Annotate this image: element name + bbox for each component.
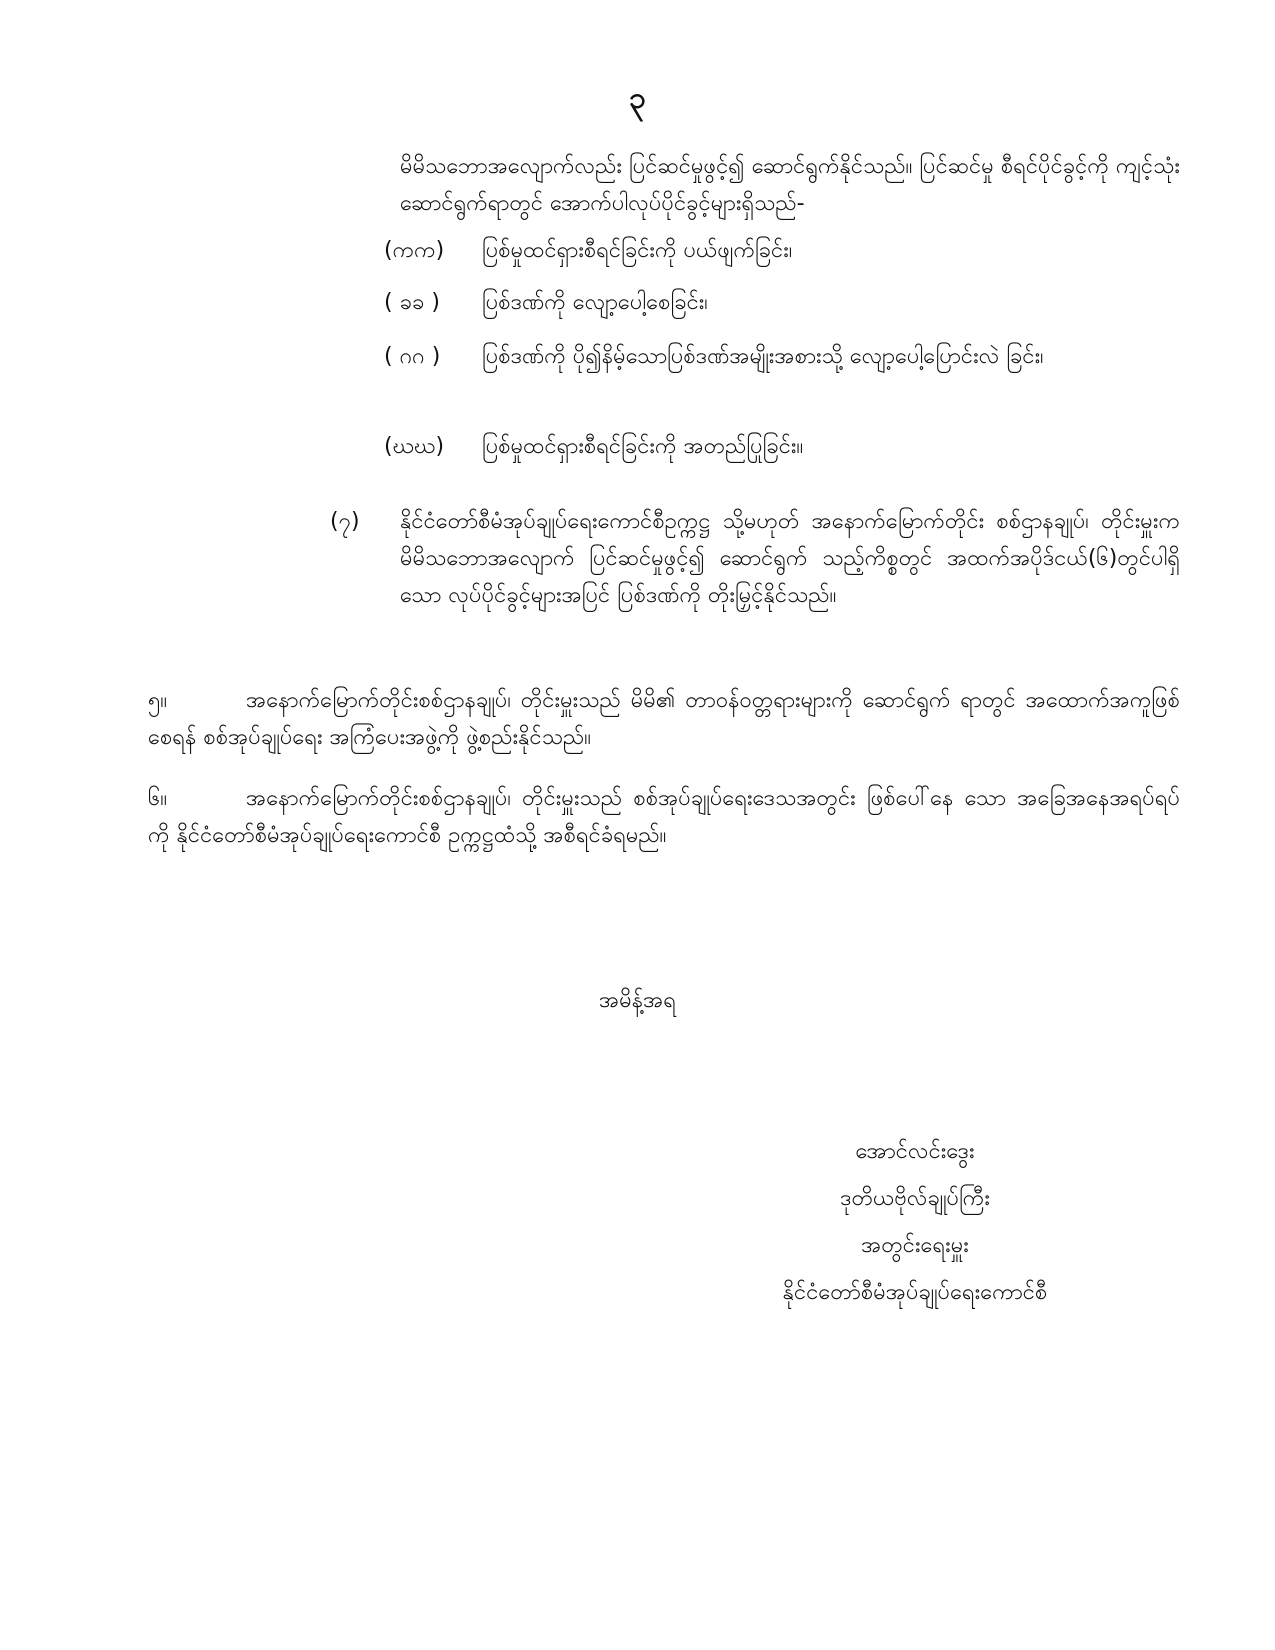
sub-item-text: ပြစ်ဒဏ်ကို ပို၍နိမ့်သောပြစ်ဒဏ်အမျိုးအစားသို့ လျော့ပေါ့ပြောင်းလဲ ခြင်း၊ bbox=[482, 344, 1044, 369]
signatory-name: အောင်လင်းဒွေး bbox=[855, 1139, 975, 1164]
sub-item bbox=[384, 284, 1184, 324]
sub-item-text: ပြစ်ဒဏ်ကို လျော့ပေါ့စေခြင်း၊ bbox=[482, 290, 708, 315]
signature-block bbox=[700, 1128, 1130, 1316]
intro-paragraph: မိမိသဘောအလျောက်လည်း ပြင်ဆင်မှုဖွင့်၍ ဆောင်ရွက်နိုင်သည်။ ပြင်ဆင်မှု စီရင်ပိုင်ခွင့်ကို ကျင့်သုံးဆောင်ရွက်ရာတွင် အောက်ပါလုပ်ပိုင်ခွင့်များရှိသည်- bbox=[400, 154, 1180, 216]
order-line: အမိန့်အရ bbox=[599, 988, 676, 1013]
clause-label: (၇) bbox=[330, 509, 360, 534]
section-text: အနောက်မြောက်တိုင်းစစ်ဌာနချုပ်၊ တိုင်းမှူးသည် စစ်အုပ်ချုပ်ရေးဒေသအတွင်း ဖြစ်ပေါ်နေ သော အခြေအနေအရပ်ရပ်ကို နိုင်ငံတော်စီမံအုပ်ချုပ်ရေးကောင်စီ ဥက္ကဋ္ဌထံသို့ အစီရင်ခံရမည်။ bbox=[148, 786, 1180, 848]
clause-text: နိုင်ငံတော်စီမံအုပ်ချုပ်ရေးကောင်စီဥက္ကဋ္ဌ သို့မဟုတ် အနောက်မြောက်တိုင်း စစ်ဌာနချုပ်၊ တိုင်းမှူးက မိမိသဘောအလျောက် ပြင်ဆင်မှုဖွင့်၍ ဆောင်ရွက် သည့်ကိစ္စတွင် အထက်အပိုဒ်ငယ်(၆)တွင်ပါရှိသော လုပ်ပိုင်ခွင့်များအပြင် ပြစ်ဒဏ်ကို တိုးမြှင့်နိုင်သည်။ bbox=[400, 509, 1180, 608]
section-text: အနောက်မြောက်တိုင်းစစ်ဌာနချုပ်၊ တိုင်းမှူးသည် မိမိ၏ တာဝန်ဝတ္တရားများကို ဆောင်ရွက် ရာတွင် အထောက်အကူဖြစ်စေရန် စစ်အုပ်ချုပ်ရေး အကြံပေးအဖွဲ့ကို ဖွဲ့စည်းနိုင်သည်။ bbox=[148, 688, 1180, 750]
section-number: ၅။ bbox=[148, 688, 168, 713]
section-5 bbox=[148, 682, 1180, 756]
sub-item-label: (ကက) bbox=[384, 238, 445, 263]
signatory-title: အတွင်းရေးမှူး bbox=[861, 1233, 969, 1258]
sub-item bbox=[384, 338, 1184, 418]
section-number: ၆။ bbox=[148, 786, 168, 811]
signatory-organization: နိုင်ငံတော်စီမံအုပ်ချုပ်ရေးကောင်စီ bbox=[782, 1280, 1048, 1305]
sub-item-text: ပြစ်မှုထင်ရှားစီရင်ခြင်းကို အတည်ပြုခြင်း။ bbox=[482, 434, 804, 459]
sub-item bbox=[384, 232, 1184, 272]
sub-item bbox=[384, 428, 1184, 468]
sub-item-label: ( ဂဂ ) bbox=[384, 344, 441, 369]
sub-item-label: ( ခခ ) bbox=[384, 290, 440, 315]
signatory-rank: ဒုတိယဗိုလ်ချုပ်ကြီး bbox=[840, 1186, 990, 1211]
sub-item-text: ပြစ်မှုထင်ရှားစီရင်ခြင်းကို ပယ်ဖျက်ခြင်း၊ bbox=[482, 238, 793, 263]
section-6 bbox=[148, 780, 1180, 854]
page-number: ၃ bbox=[629, 81, 646, 116]
sub-item-label: (ဃဃ) bbox=[384, 434, 445, 459]
